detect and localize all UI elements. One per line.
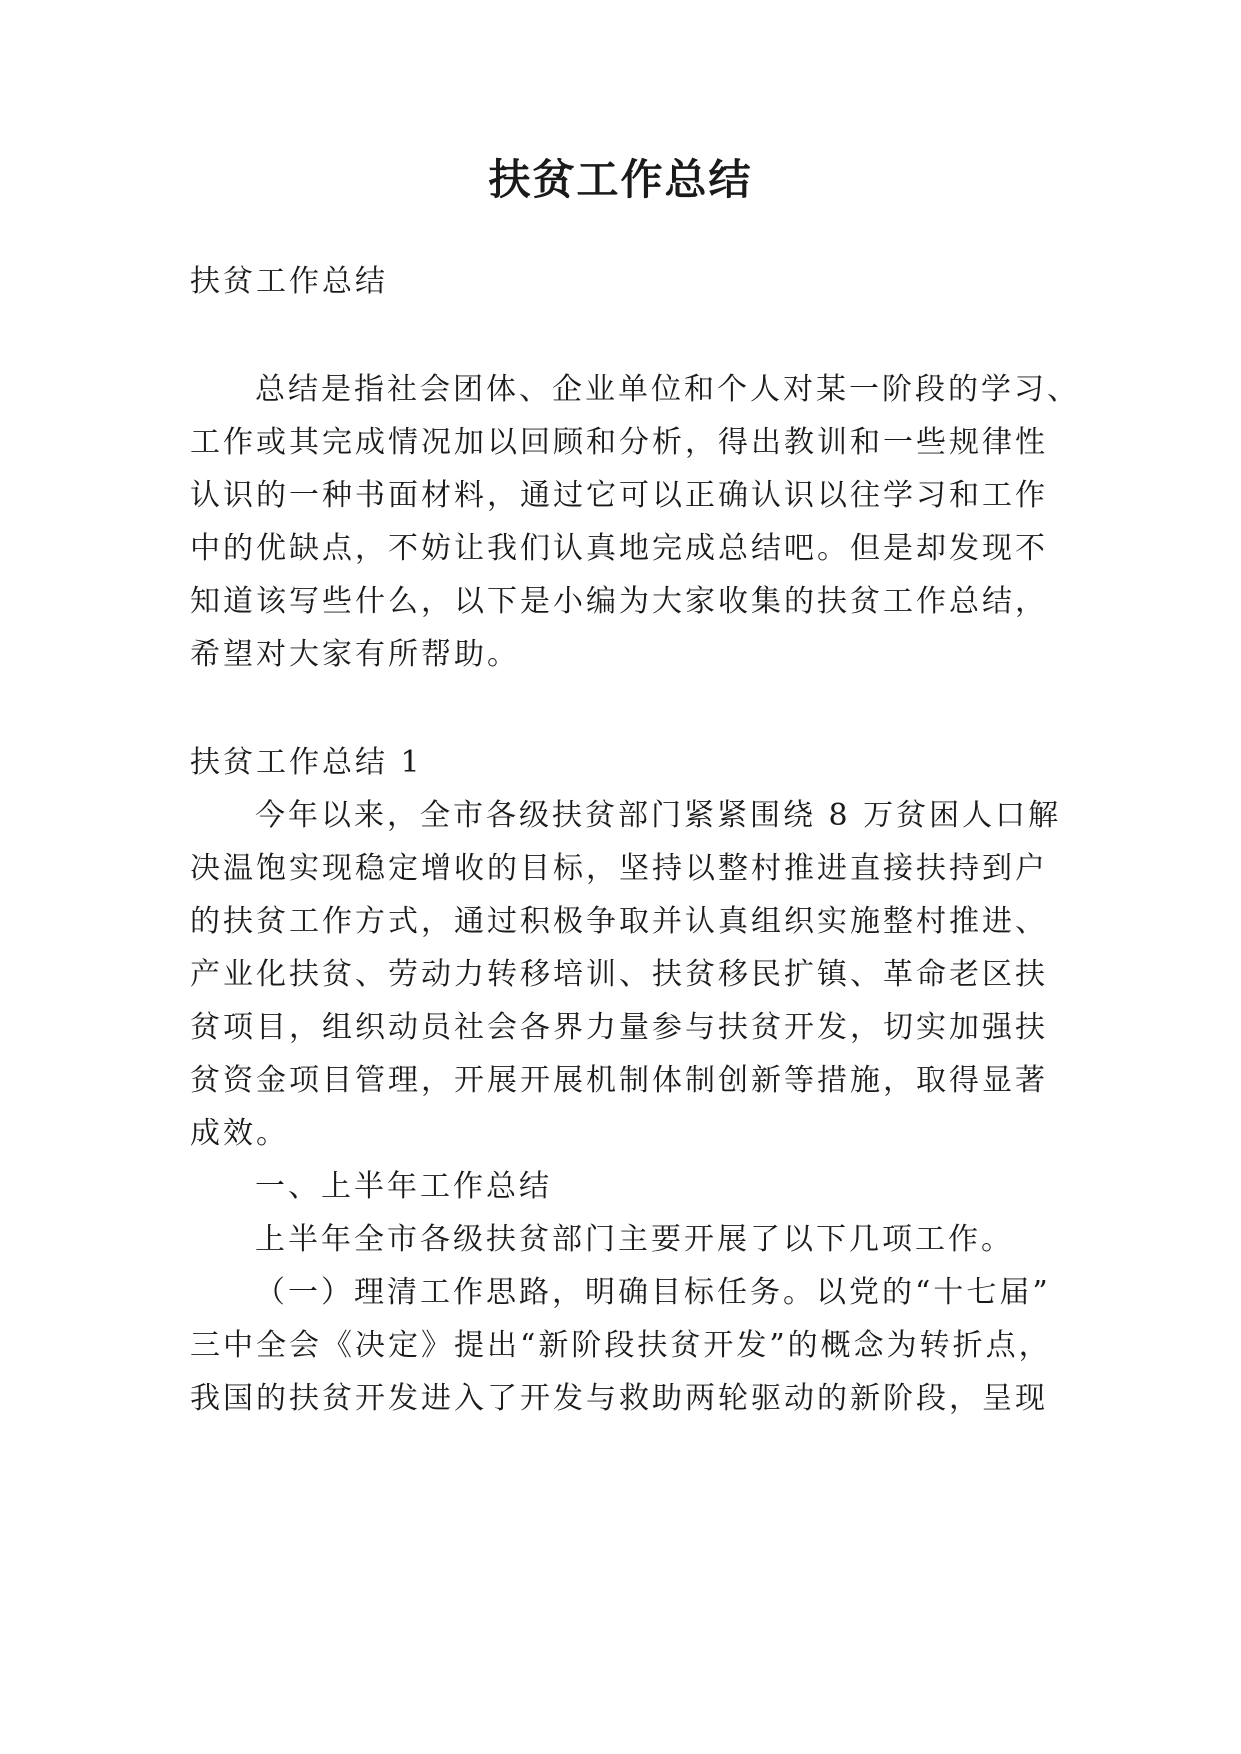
subsection-heading: 一、上半年工作总结 [255, 1169, 552, 1204]
intro-line: 中的优缺点，不妨让我们认真地完成总结吧。但是却发现不 [190, 531, 1048, 566]
paragraph-line: 今年以来，全市各级扶贫部门紧紧围绕 8 万贫困人口解 [255, 798, 1062, 833]
intro-line: 工作或其完成情况加以回顾和分析，得出教训和一些规律性 [190, 425, 1048, 460]
intro-line: 认识的一种书面材料，通过它可以正确认识以往学习和工作 [190, 478, 1048, 513]
intro-line: 总结是指社会团体、企业单位和个人对某一阶段的学习、 [255, 372, 1080, 407]
paragraph-line: 的扶贫工作方式，通过积极争取并认真组织实施整村推进、 [190, 904, 1048, 939]
paragraph-line: 贫项目，组织动员社会各界力量参与扶贫开发，切实加强扶 [190, 1010, 1048, 1045]
paragraph-line: 贫资金项目管理，开展开展机制体制创新等措施，取得显著 [190, 1063, 1048, 1098]
paragraph-line: 我国的扶贫开发进入了开发与救助两轮驱动的新阶段，呈现 [190, 1381, 1048, 1416]
intro-line: 知道该写些什么，以下是小编为大家收集的扶贫工作总结， [190, 584, 1048, 619]
paragraph-line: 决温饱实现稳定增收的目标，坚持以整村推进直接扶持到户 [190, 851, 1048, 886]
paragraph-line: 产业化扶贫、劳动力转移培训、扶贫移民扩镇、革命老区扶 [190, 957, 1048, 992]
paragraph-line: 上半年全市各级扶贫部门主要开展了以下几项工作。 [255, 1222, 1014, 1257]
section-heading: 扶贫工作总结 1 [190, 745, 423, 780]
paragraph-line: 三中全会《决定》提出“新阶段扶贫开发”的概念为转折点， [190, 1328, 1052, 1363]
document-title: 扶贫工作总结 [488, 155, 753, 204]
paragraph-line: 成效。 [190, 1116, 289, 1151]
intro-line: 希望对大家有所帮助。 [190, 637, 520, 672]
paragraph-line: （一）理清工作思路，明确目标任务。以党的“十七届” [255, 1275, 1051, 1310]
document-subtitle: 扶贫工作总结 [190, 264, 388, 299]
